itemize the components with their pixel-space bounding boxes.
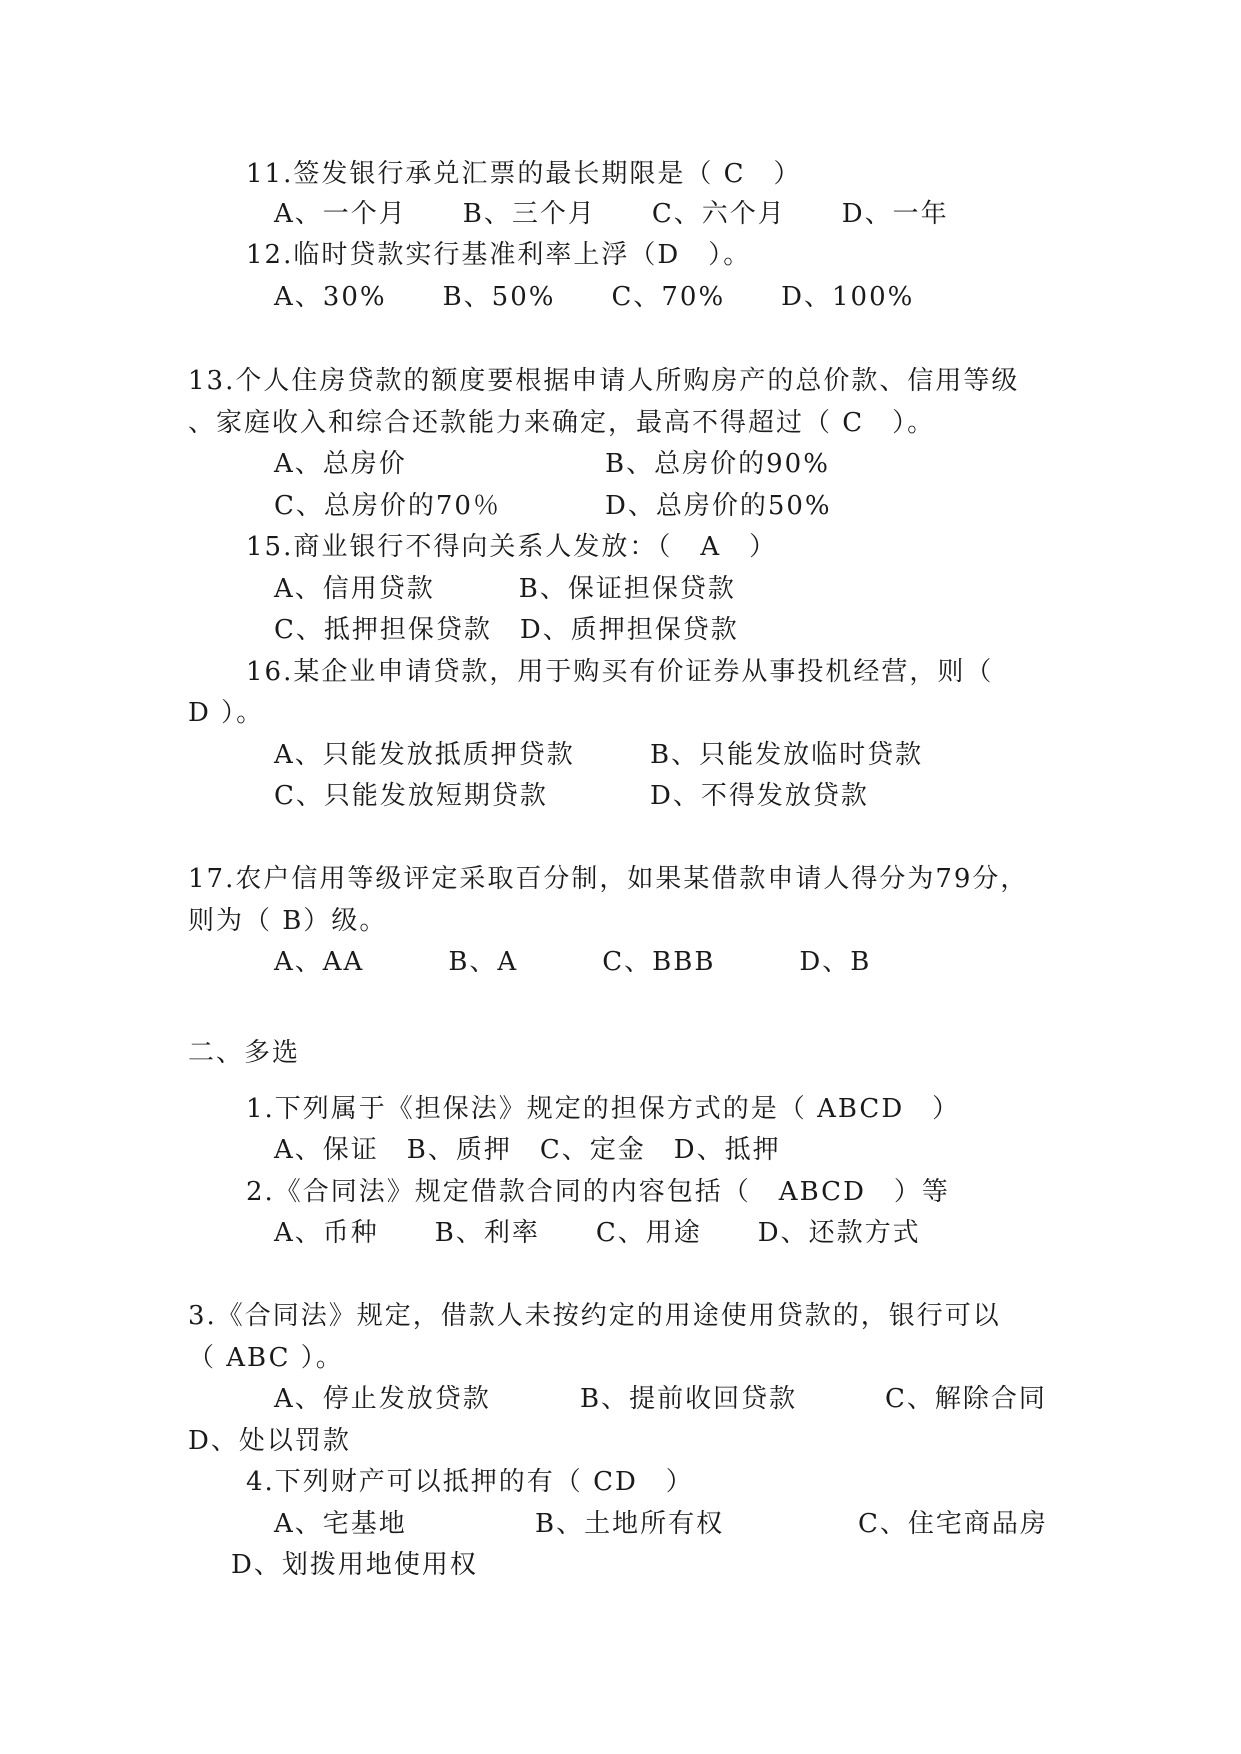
m4-option-c: C、住宅商品房 [858, 1509, 1048, 1539]
q15-options-ab: A、信用贷款 B、保证担保贷款 [274, 574, 736, 604]
m3-stem-line2: （ ABC ）。 [188, 1343, 344, 1373]
q16-option-d: D、不得发放贷款 [650, 781, 869, 811]
m4-option-d: D、划拨用地使用权 [231, 1550, 478, 1580]
m3-option-c: C、解除合同 [885, 1384, 1047, 1414]
q12-options: A、30% B、50% C、70% D、100% [274, 282, 915, 312]
m4-option-a: A、宅基地 [274, 1509, 407, 1539]
m4-stem: 4.下列财产可以抵押的有（ CD ） [246, 1467, 694, 1497]
q13-option-c: C、总房价的70％ [274, 491, 501, 521]
q15-options-cd: C、抵押担保贷款 D、质押担保贷款 [274, 615, 739, 645]
q16-stem-line1: 16.某企业申请贷款，用于购买有价证券从事投机经营，则（ [246, 657, 994, 687]
q17-stem-line2: 则为（ B）级。 [188, 906, 388, 936]
m2-options: A、币种 B、利率 C、用途 D、还款方式 [274, 1218, 921, 1248]
m3-option-d: D、处以罚款 [188, 1426, 351, 1456]
q15-stem: 15.商业银行不得向关系人发放：（ A ） [246, 532, 778, 562]
q13-stem-line2: 、家庭收入和综合还款能力来确定，最高不得超过（ C ）。 [188, 408, 936, 438]
section-heading: 二、多选 [188, 1038, 301, 1068]
q11-stem: 11.签发银行承兑汇票的最长期限是（ C ） [246, 159, 802, 189]
m3-option-b: B、提前收回贷款 [580, 1384, 798, 1414]
q17-stem-line1: 17.农户信用等级评定采取百分制，如果某借款申请人得分为79分， [188, 864, 1029, 894]
m3-option-a: A、停止发放贷款 [274, 1384, 491, 1414]
q13-option-b: B、总房价的90% [605, 449, 830, 479]
q16-stem-line2: D ）。 [188, 698, 265, 728]
m2-stem: 2.《合同法》规定借款合同的内容包括（ ABCD ）等 [246, 1177, 950, 1207]
q13-option-a: A、总房价 [274, 449, 407, 479]
q16-option-c: C、只能发放短期贷款 [274, 781, 548, 811]
q12-stem: 12.临时贷款实行基准利率上浮（D ）。 [246, 240, 752, 270]
q11-options: A、一个月 B、三个月 C、六个月 D、一年 [274, 199, 949, 229]
q13-option-d: D、总房价的50% [605, 491, 832, 521]
q13-stem-line1: 13.个人住房贷款的额度要根据申请人所购房产的总价款、信用等级 [188, 366, 1020, 396]
m4-option-b: B、土地所有权 [535, 1509, 725, 1539]
m1-stem: 1.下列属于《担保法》规定的担保方式的是（ ABCD ） [246, 1094, 961, 1124]
q16-option-a: A、只能发放抵质押贷款 [274, 740, 575, 770]
m3-stem-line1: 3.《合同法》规定，借款人未按约定的用途使用贷款的，银行可以 [188, 1301, 1001, 1331]
q16-option-b: B、只能发放临时贷款 [650, 740, 924, 770]
m1-options: A、保证 B、质押 C、定金 D、抵押 [274, 1135, 781, 1165]
q17-options: A、AA B、A C、BBB D、B [274, 947, 872, 977]
